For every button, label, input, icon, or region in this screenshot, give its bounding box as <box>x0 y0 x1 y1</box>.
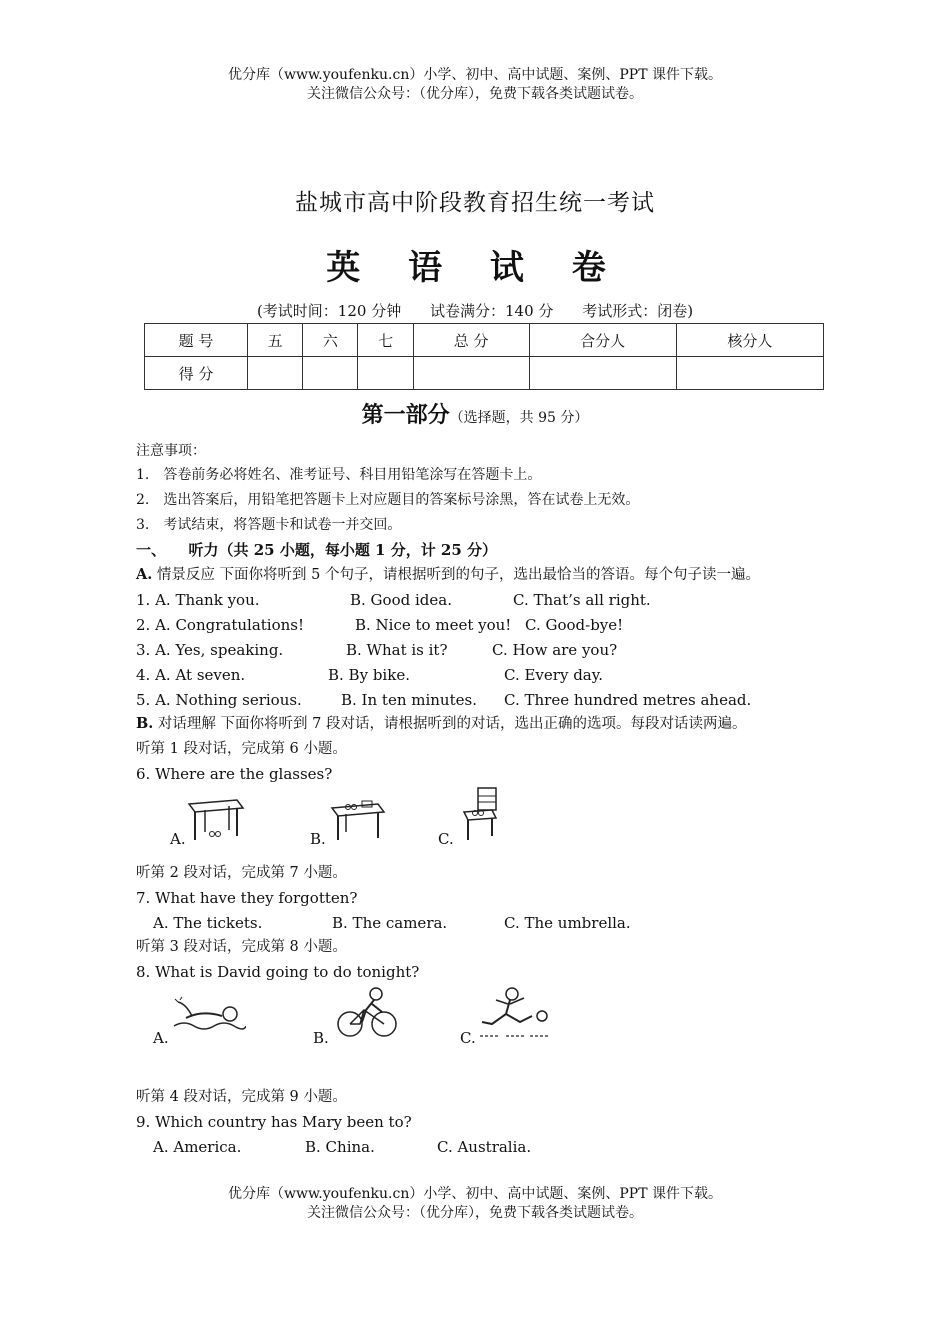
question-9: 9. Which country has Mary been to? <box>136 1113 412 1131</box>
question-option: B. The camera. <box>332 914 448 932</box>
section-b-label: B. <box>136 715 154 732</box>
question-option: B. Nice to meet you! <box>355 616 512 634</box>
football-icon <box>478 986 556 1040</box>
score-entry-cell <box>676 357 823 390</box>
score-entry-cell <box>358 357 413 390</box>
dialogue-1-instruction: 听第 1 段对话，完成第 6 小题。 <box>136 741 347 757</box>
question-option: 2. A. Congratulations! <box>136 616 305 634</box>
header-line-2: 关注微信公众号：（优分库），免费下载各类试题试卷。 <box>307 86 643 102</box>
question-option: C. That’s all right. <box>513 591 651 609</box>
question-option: C. Good-bye! <box>525 616 624 634</box>
question-row <box>136 590 651 610</box>
exam-time: (考试时间：120 分钟 <box>256 302 402 320</box>
question-option: C. The umbrella. <box>504 914 631 932</box>
dialogue-2-instruction: 听第 2 段对话，完成第 7 小题。 <box>136 865 347 881</box>
exam-full-score: 试卷满分：140 分 <box>430 302 554 320</box>
cycling-icon <box>336 984 400 1040</box>
question-row <box>136 913 631 933</box>
section-a-label: A. <box>136 566 153 583</box>
part1-title: 第一部分 <box>361 402 450 428</box>
q8-option-c-label: C. <box>460 1029 476 1047</box>
question-option: C. How are you? <box>492 641 618 659</box>
question-row <box>136 665 603 685</box>
section-b-text: 对话理解 下面你将听到 7 段对话，请根据听到的对话，选出正确的选项。每段对话读两遍。 <box>153 716 747 732</box>
exam-info <box>0 300 950 321</box>
question-option: C. Australia. <box>437 1138 532 1156</box>
score-entry-cell <box>413 357 529 390</box>
score-table-cell: 总 分 <box>413 324 529 357</box>
question-option: 5. A. Nothing serious. <box>136 691 302 709</box>
table-glasses-on-icon <box>328 796 386 844</box>
score-table-cell: 六 <box>303 324 358 357</box>
section-a-text: 情景反应 下面你将听到 5 个句子，请根据听到的句子，选出最恰当的答语。每个句子读一遍。 <box>152 567 760 583</box>
exam-form: 考试形式：闭卷) <box>582 302 694 320</box>
score-table-score-row <box>145 357 824 390</box>
footer-line-2: 关注微信公众号：（优分库），免费下载各类试题试卷。 <box>307 1205 643 1221</box>
score-table-cell: 题 号 <box>145 324 248 357</box>
question-row <box>136 640 618 660</box>
score-table-cell: 五 <box>248 324 303 357</box>
question-row <box>136 615 624 635</box>
score-table <box>144 323 824 390</box>
question-6: 6. Where are the glasses? <box>136 765 333 783</box>
question-7: 7. What have they forgotten? <box>136 889 358 907</box>
exam-school-title: 盐城市高中阶段教育招生统一考试 <box>295 190 655 216</box>
section-a-instruction <box>136 565 760 585</box>
question-option: B. China. <box>305 1138 375 1156</box>
q6-option-a-label: A. <box>170 830 186 848</box>
question-option: C. Three hundred metres ahead. <box>504 691 752 709</box>
question-option: C. Every day. <box>504 666 603 684</box>
exam-subject-title: 英 语 试 卷 <box>326 248 624 288</box>
q6-option-c-label: C. <box>438 830 454 848</box>
q6-option-b-label: B. <box>310 830 326 848</box>
question-8: 8. What is David going to do tonight? <box>136 963 420 981</box>
part1-note: （选择题，共 95 分） <box>449 410 589 426</box>
question-option: B. By bike. <box>328 666 410 684</box>
score-table-cell: 得 分 <box>145 357 248 390</box>
part1-heading <box>0 398 950 429</box>
score-table-cell: 核分人 <box>676 324 823 357</box>
section-b-instruction <box>136 714 746 734</box>
question-option: 4. A. At seven. <box>136 666 246 684</box>
question-row <box>136 690 752 710</box>
question-option: B. What is it? <box>346 641 448 659</box>
question-option: B. In ten minutes. <box>341 691 477 709</box>
notice-item: 1. 答卷前务必将姓名、准考证号、科目用铅笔涂写在答题卡上。 <box>136 467 542 483</box>
notice-item: 2. 选出答案后，用铅笔把答题卡上对应题目的答案标号涂黑，答在试卷上无效。 <box>136 492 640 508</box>
swimming-icon <box>172 996 246 1036</box>
question-row <box>136 1137 532 1157</box>
notice-title: 注意事项： <box>136 443 206 459</box>
footer-line-1: 优分库（www.youfenku.cn）小学、初中、高中试题、案例、PPT 课件下载。 <box>227 1186 722 1202</box>
chair-glasses-icon <box>458 784 502 842</box>
question-option: A. The tickets. <box>153 914 263 932</box>
dialogue-4-instruction: 听第 4 段对话，完成第 9 小题。 <box>136 1089 347 1105</box>
question-option: A. America. <box>153 1138 242 1156</box>
question-option: 1. A. Thank you. <box>136 591 260 609</box>
score-table-cell: 合分人 <box>529 324 676 357</box>
score-table-header-row <box>145 324 824 357</box>
score-entry-cell <box>303 357 358 390</box>
table-glasses-under-icon <box>185 792 245 844</box>
q8-option-b-label: B. <box>313 1029 329 1047</box>
question-option: B. Good idea. <box>350 591 452 609</box>
score-entry-cell <box>529 357 676 390</box>
header-line-1: 优分库（www.youfenku.cn）小学、初中、高中试题、案例、PPT 课件下载。 <box>227 67 722 83</box>
score-entry-cell <box>248 357 303 390</box>
question-option: 3. A. Yes, speaking. <box>136 641 284 659</box>
dialogue-3-instruction: 听第 3 段对话，完成第 8 小题。 <box>136 939 347 955</box>
q8-option-a-label: A. <box>153 1029 169 1047</box>
notice-item: 3. 考试结束，将答题卡和试卷一并交回。 <box>136 517 402 533</box>
section1-title: 一、 听力（共 25 小题，每小题 1 分，计 25 分） <box>136 541 498 559</box>
score-table-cell: 七 <box>358 324 413 357</box>
